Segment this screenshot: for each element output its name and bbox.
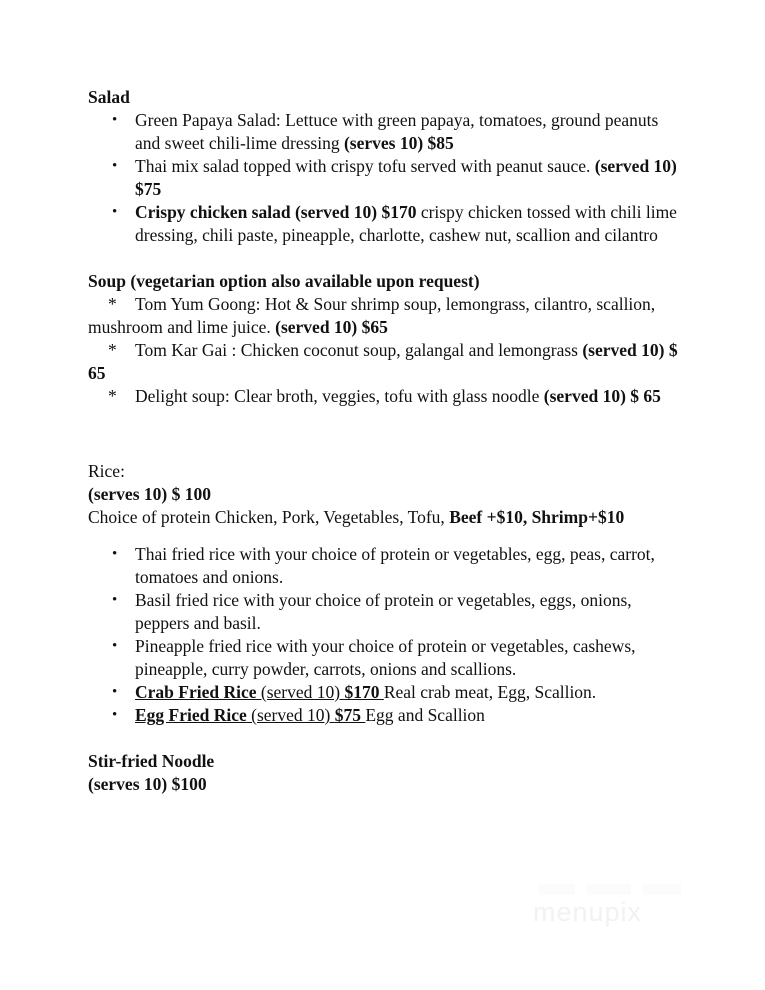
soup-item-2 — [88, 385, 678, 408]
list-item — [88, 589, 678, 635]
soup-item-0 — [88, 293, 678, 339]
rice-item-3-serves: (served 10) — [256, 682, 345, 702]
soup-item-0-price: (served 10) $65 — [275, 317, 388, 337]
spacer — [88, 247, 678, 270]
watermark-label: menupix — [533, 897, 643, 927]
section-heading-noodle: Stir-fried Noodle — [88, 751, 215, 771]
soup-item-1-price: (served 10) $ 65 — [88, 340, 678, 383]
rice-price: (serves 10) $ 100 — [88, 484, 211, 504]
salad-item-2-suffix: crispy chicken tossed with chili lime dressing, chili paste, pineapple, charlotte, cashew nut, scallion and cilantro — [135, 202, 677, 245]
rice-protein-line — [88, 506, 678, 529]
spacer — [88, 727, 678, 750]
soup-item-2-text: Delight soup: Clear broth, veggies, tofu with glass noodle — [135, 386, 544, 406]
rice-item-3-name: Crab Fried Rice — [135, 682, 257, 702]
section-heading-rice: Rice: — [88, 461, 125, 481]
rice-item-3-price: $170 — [344, 682, 384, 702]
soup-item-1-text: Tom Kar Gai : Chicken coconut soup, galangal and lemongrass — [135, 340, 583, 360]
asterisk-bullet-icon: * — [108, 294, 117, 314]
salad-item-1-price: (served 10) $75 — [135, 156, 677, 199]
rice-item-2-text: Pineapple fried rice with your choice of protein or vegetables, cashews, pineapple, curry powder, carrots, onions and scallions. — [135, 636, 636, 679]
rice-item-1-text: Basil fried rice with your choice of protein or vegetables, eggs, onions, peppers and basil. — [135, 590, 632, 633]
rice-protein-upcharge: Beef +$10, Shrimp+$10 — [449, 507, 625, 527]
list-item — [88, 635, 678, 681]
salad-item-0-price: (serves 10) $85 — [343, 133, 454, 153]
rice-item-4-description: Egg and Scallion — [365, 705, 485, 725]
rice-item-0-text: Thai fried rice with your choice of protein or vegetables, egg, peas, carrot, tomatoes and onions. — [135, 544, 655, 587]
rice-protein-text: Choice of protein Chicken, Pork, Vegetables, Tofu, — [88, 507, 450, 527]
rice-item-3-description: Real crab meat, Egg, Scallion. — [383, 682, 597, 702]
rice-item-4-serves: (served 10) — [246, 705, 335, 725]
spacer — [88, 529, 678, 543]
salad-item-1-text: Thai mix salad topped with crispy tofu served with peanut sauce. — [135, 156, 595, 176]
rice-item-4-name: Egg Fried Rice — [135, 705, 247, 725]
noodle-price: (serves 10) $100 — [88, 774, 207, 794]
watermark-ghost-line — [535, 884, 685, 895]
asterisk-bullet-icon: * — [108, 340, 117, 360]
list-item — [88, 681, 678, 704]
soup-item-2-price: (served 10) $ 65 — [543, 386, 661, 406]
section-heading-salad: Salad — [88, 87, 130, 107]
salad-item-2-price: Crispy chicken salad (served 10) $170 — [135, 202, 417, 222]
rice-item-4-price: $75 — [334, 705, 366, 725]
rice-item-list — [88, 543, 678, 727]
list-item — [88, 109, 678, 155]
asterisk-bullet-icon: * — [108, 386, 117, 406]
watermark — [533, 884, 693, 928]
spacer — [88, 408, 678, 460]
salad-item-list — [88, 109, 678, 247]
soup-item-0-text: Tom Yum Goong: Hot & Sour shrimp soup, lemongrass, cilantro, scallion, mushroom and lime juice. — [88, 294, 656, 337]
list-item — [88, 543, 678, 589]
section-heading-soup: Soup (vegetarian option also available upon request) — [88, 271, 480, 291]
menu-content — [88, 86, 678, 796]
salad-item-0-text: Green Papaya Salad: Lettuce with green papaya, tomatoes, ground peanuts and sweet chili-lime dressing — [135, 110, 659, 153]
list-item — [88, 201, 678, 247]
list-item — [88, 704, 678, 727]
soup-item-1 — [88, 339, 678, 385]
list-item — [88, 155, 678, 201]
